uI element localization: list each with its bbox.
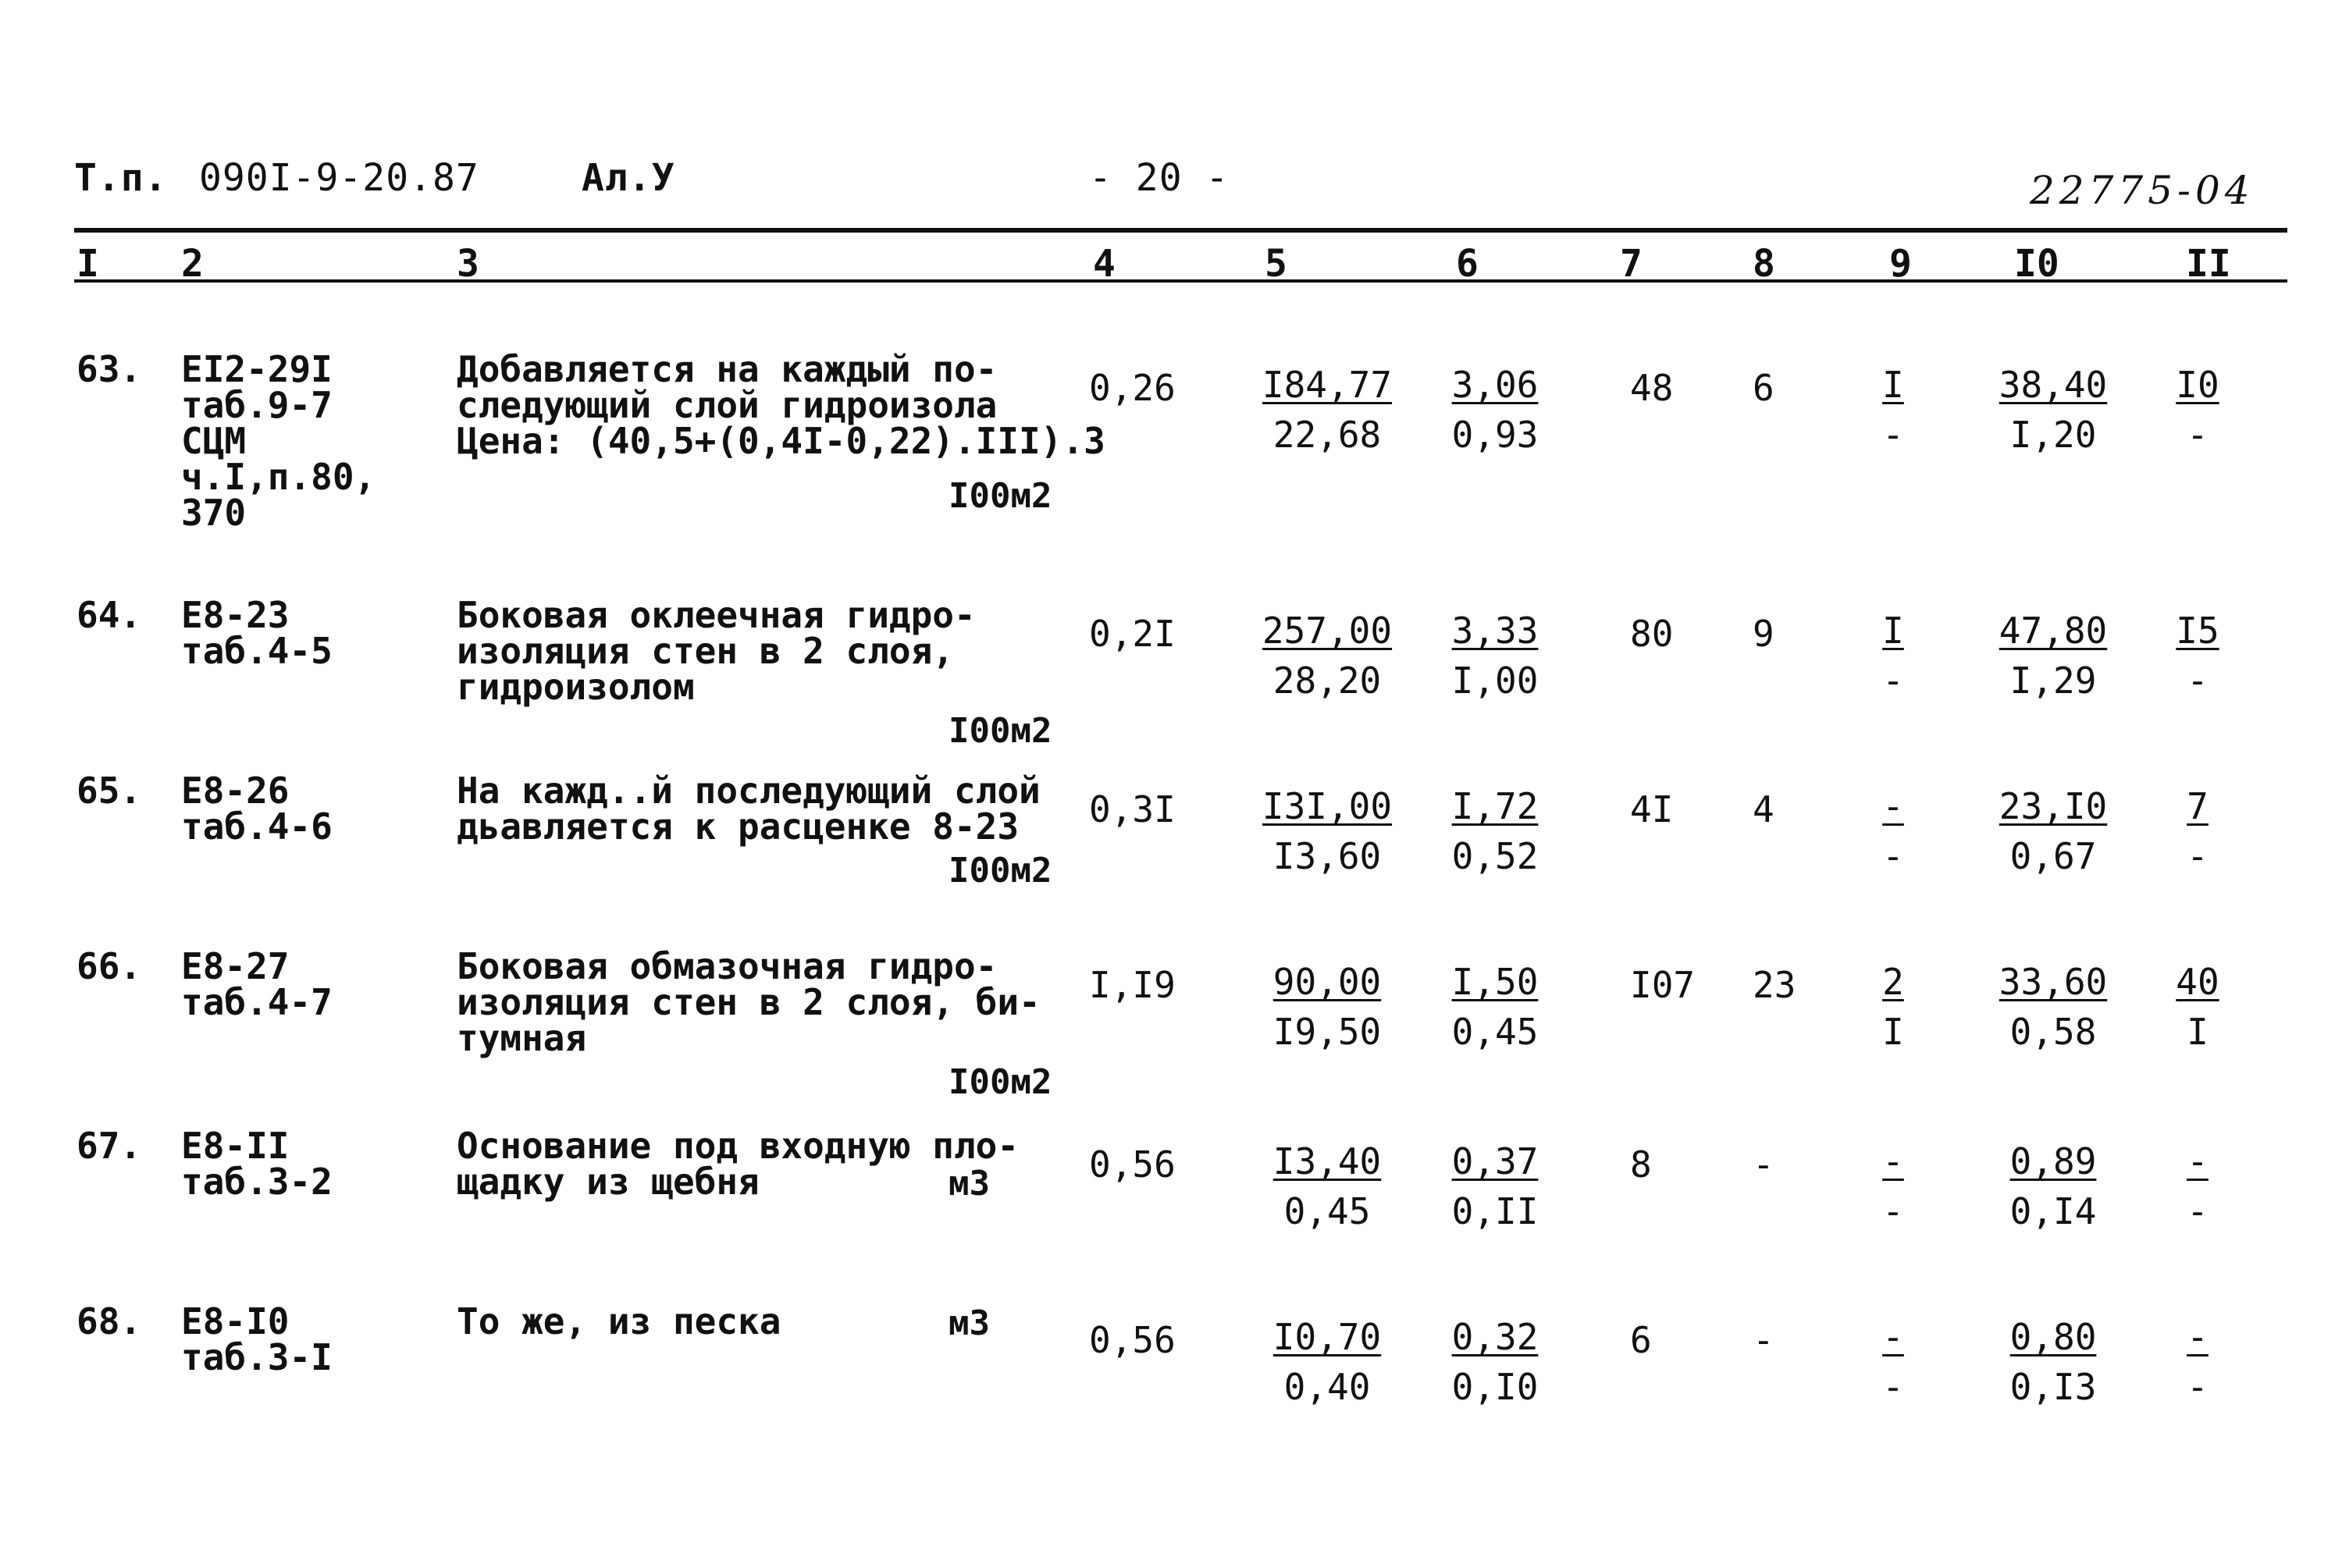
doc-type: Т.п. [74,156,168,200]
quantity: 0,26 [1089,367,1176,409]
norm-code: ЕI2-29I таб.9-7 СЦМ ч.I,п.80, 370 [181,348,376,534]
norm-code: Е8-23 таб.4-5 [181,594,333,672]
col-8-value: 6 [1753,367,1774,409]
col-7-value: 8 [1630,1143,1652,1186]
column-number: 2 [181,242,204,286]
unit-labor-numerator: 0,37 [1451,1140,1539,1182]
unit-labor [1433,961,1557,1053]
unit-measure: I00м2 [949,711,1052,751]
unit-cost-denominator: 28,20 [1272,660,1382,702]
unit-labor-numerator: I,72 [1451,785,1539,827]
col-11-value-numerator: I5 [2176,610,2219,652]
col-7-value: 4I [1630,788,1674,830]
quantity: 0,3I [1089,788,1176,830]
unit-labor-denominator: 0,II [1451,1190,1539,1232]
unit-labor-numerator: 3,33 [1451,610,1539,652]
col-11-value [2155,785,2241,877]
col-10-value-denominator: I,20 [2009,414,2097,456]
col-7-value: I07 [1630,964,1696,1006]
col-11-value-denominator: - [2187,660,2209,702]
col-10-value [1991,785,2116,877]
col-9-value-denominator: I [1882,1011,1904,1053]
col-9-value-numerator: I [1882,364,1904,406]
header-top-rule [74,228,2287,233]
col-9-value-numerator: - [1882,785,1904,827]
unit-labor-denominator: 0,52 [1451,835,1539,877]
col-7-value: 80 [1630,613,1674,655]
col-10-value [1991,1316,2116,1408]
norm-code: Е8-26 таб.4-6 [181,770,333,848]
unit-cost [1249,785,1405,877]
col-10-value [1991,610,2116,702]
col-9-value [1850,364,1936,456]
col-9-value-numerator: - [1882,1316,1904,1358]
col-9-value-numerator: - [1882,1140,1904,1182]
unit-cost-numerator: I3I,00 [1262,785,1393,827]
col-10-value-numerator: 47,80 [1999,610,2108,652]
col-10-value-denominator: 0,I4 [2009,1190,2097,1232]
col-9-value-denominator: - [1882,1190,1904,1232]
unit-labor [1433,785,1557,877]
column-number: 9 [1889,242,1912,286]
col-8-value: 4 [1753,788,1774,830]
unit-measure: I00м2 [949,1062,1052,1102]
col-8-value: 9 [1753,613,1774,655]
col-10-value-numerator: 23,I0 [1999,785,2108,827]
col-11-value-numerator: - [2187,1140,2209,1182]
work-description: На кажд..й последующий слой дьавляется к расценке 8-23 [457,770,1041,848]
work-description: То же, из песка [457,1300,781,1342]
col-7-value: 6 [1630,1319,1652,1361]
col-10-value [1991,961,2116,1053]
col-10-value-numerator: 0,89 [2009,1140,2097,1182]
row-number: 64. [77,594,142,636]
col-11-value [2155,961,2241,1053]
unit-cost-denominator: 22,68 [1272,414,1382,456]
col-8-value: - [1753,1319,1774,1361]
row-number: 63. [77,348,142,390]
album-label: Ал.У [582,156,675,200]
col-11-value [2155,364,2241,456]
col-10-value-denominator: 0,I3 [2009,1366,2097,1408]
column-number: I [77,242,99,286]
work-description: Боковая обмазочная гидро- изоляция стен в 2 слоя, би- тумная [457,945,1041,1059]
unit-labor [1433,610,1557,702]
col-11-value [2155,1140,2241,1232]
col-11-value [2155,1316,2241,1408]
column-number: 7 [1620,242,1643,286]
col-9-value [1850,961,1936,1053]
col-9-value [1850,1316,1936,1408]
col-11-value-numerator: I0 [2176,364,2219,406]
unit-cost-denominator: I3,60 [1272,835,1382,877]
unit-cost-numerator: 257,00 [1262,610,1393,652]
col-9-value [1850,785,1936,877]
row-number: 65. [77,770,142,812]
work-description: Добавляется на каждый по- следующий слой гидроизола Цена: (40,5+(0,4I-0,22).III).3 [457,348,1105,462]
work-description: Боковая оклеечная гидро- изоляция стен в 2 слоя, гидроизолом [457,594,976,708]
unit-measure: I00м2 [949,851,1052,891]
unit-cost [1249,1140,1405,1232]
row-number: 66. [77,945,142,987]
col-8-value: - [1753,1143,1774,1186]
col-11-value-denominator: - [2187,1366,2209,1408]
unit-cost-numerator: 90,00 [1272,961,1382,1003]
quantity: 0,56 [1089,1319,1176,1361]
unit-measure: м3 [949,1303,990,1343]
unit-cost-numerator: I3,40 [1272,1140,1382,1182]
col-11-value-numerator: - [2187,1316,2209,1358]
unit-cost-numerator: I0,70 [1272,1316,1382,1358]
unit-labor-numerator: I,50 [1451,961,1539,1003]
unit-measure: I00м2 [949,476,1052,516]
col-9-value [1850,610,1936,702]
col-11-value [2155,610,2241,702]
column-number: 6 [1456,242,1479,286]
page-number: - 20 - [1089,156,1230,200]
unit-cost-numerator: I84,77 [1262,364,1393,406]
col-11-value-denominator: - [2187,1190,2209,1232]
col-9-value-denominator: - [1882,414,1904,456]
unit-measure: м3 [949,1164,990,1204]
column-number: 4 [1093,242,1116,286]
col-9-value-denominator: - [1882,660,1904,702]
unit-labor-denominator: 0,45 [1451,1011,1539,1053]
unit-cost [1249,961,1405,1053]
col-10-value-numerator: 0,80 [2009,1316,2097,1358]
norm-code: Е8-27 таб.4-7 [181,945,333,1023]
unit-labor [1433,364,1557,456]
unit-cost-denominator: 0,40 [1283,1366,1371,1408]
col-10-value-denominator: 0,58 [2009,1011,2097,1053]
project-code: 090I-9-20.87 [199,156,479,200]
quantity: 0,56 [1089,1143,1176,1186]
quantity: I,I9 [1089,964,1176,1006]
unit-cost [1249,364,1405,456]
col-10-value-denominator: 0,67 [2009,835,2097,877]
col-10-value-numerator: 38,40 [1999,364,2108,406]
col-11-value-numerator: 40 [2176,961,2219,1003]
column-number: II [2186,242,2231,286]
col-11-value-denominator: I [2187,1011,2209,1053]
col-11-value-numerator: 7 [2187,785,2209,827]
inventory-number: 22775-04 [2030,168,2255,213]
column-number: 5 [1265,242,1287,286]
col-11-value-denominator: - [2187,835,2209,877]
unit-cost [1249,1316,1405,1408]
col-9-value-numerator: 2 [1882,961,1904,1003]
unit-labor-numerator: 0,32 [1451,1316,1539,1358]
header-bottom-rule [74,279,2287,283]
row-number: 68. [77,1300,142,1342]
column-number: 8 [1753,242,1775,286]
unit-labor [1433,1316,1557,1408]
col-10-value-numerator: 33,60 [1999,961,2108,1003]
col-10-value-denominator: I,29 [2009,660,2097,702]
unit-cost [1249,610,1405,702]
col-10-value [1991,1140,2116,1232]
column-number: 3 [457,242,479,286]
unit-labor-numerator: 3,06 [1451,364,1539,406]
col-9-value [1850,1140,1936,1232]
row-number: 67. [77,1125,142,1167]
col-7-value: 48 [1630,367,1674,409]
column-number: I0 [2014,242,2059,286]
unit-labor [1433,1140,1557,1232]
unit-cost-denominator: I9,50 [1272,1011,1382,1053]
unit-labor-denominator: 0,93 [1451,414,1539,456]
col-9-value-denominator: - [1882,1366,1904,1408]
col-8-value: 23 [1753,964,1796,1006]
quantity: 0,2I [1089,613,1176,655]
unit-labor-denominator: 0,I0 [1451,1366,1539,1408]
norm-code: Е8-II таб.3-2 [181,1125,333,1203]
col-9-value-denominator: - [1882,835,1904,877]
unit-labor-denominator: I,00 [1451,660,1539,702]
col-10-value [1991,364,2116,456]
work-description: Основание под входную пло- щадку из щебня [457,1125,1020,1203]
col-11-value-denominator: - [2187,414,2209,456]
col-9-value-numerator: I [1882,610,1904,652]
unit-cost-denominator: 0,45 [1283,1190,1371,1232]
norm-code: Е8-I0 таб.3-I [181,1300,333,1378]
